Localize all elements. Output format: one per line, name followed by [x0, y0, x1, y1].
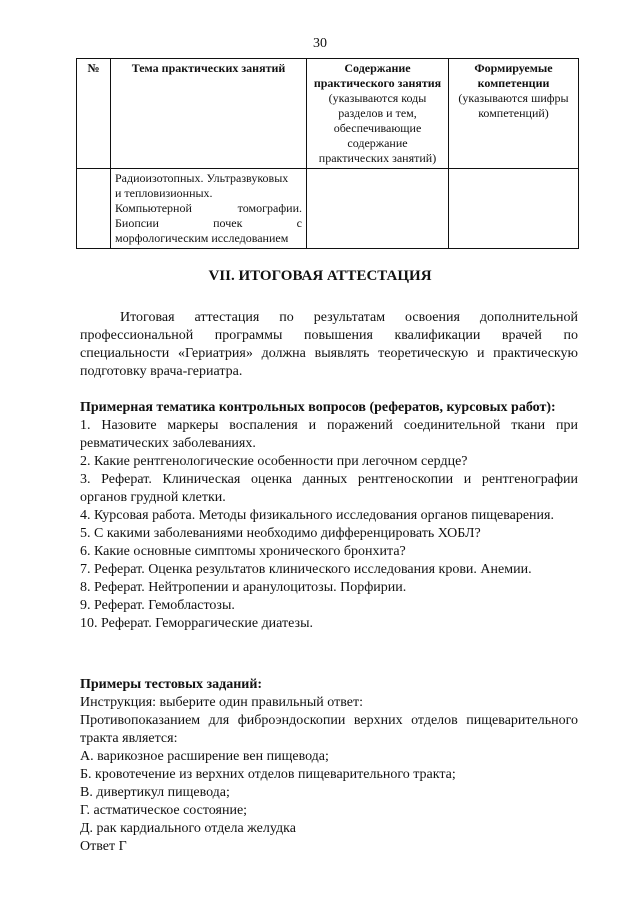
header-competencies-note: (указываются шифры компетенций) — [458, 91, 569, 120]
list-item: 9. Реферат. Гемобластозы. — [80, 598, 235, 613]
practical-lessons-table — [76, 58, 579, 249]
header-competencies — [449, 59, 579, 169]
header-content — [307, 59, 449, 169]
topic-line: Компьютерной томографии. — [115, 201, 302, 215]
tests-heading: Примеры тестовых заданий: — [80, 677, 263, 692]
cell-topic — [111, 169, 307, 249]
topic-line: морфологическим исследованием — [115, 231, 289, 245]
questions-section — [80, 399, 578, 633]
answer-option: А. варикозное расширение вен пищевода; — [80, 749, 329, 764]
list-item: 8. Реферат. Нейтропении и аранулоцитозы. Порфирии. — [80, 580, 407, 595]
list-item: 1. Назовите маркеры воспаления и поражений соединительной ткани при ревматических заболеваниях. — [80, 418, 578, 451]
questions-heading: Примерная тематика контрольных вопросов (рефератов, курсовых работ): — [80, 400, 556, 415]
cell-competencies — [449, 169, 579, 249]
correct-answer: Ответ Г — [80, 839, 127, 854]
tests-instruction: Инструкция: выберите один правильный ответ: — [80, 695, 363, 710]
section-title: VII. ИТОГОВАЯ АТТЕСТАЦИЯ — [208, 268, 432, 284]
tests-section — [80, 676, 578, 856]
list-item: 5. С какими заболеваниями необходимо дифференцировать ХОБЛ? — [80, 526, 481, 541]
table-row — [77, 169, 579, 249]
list-item: 4. Курсовая работа. Методы физикального исследования органов пищеварения. — [80, 508, 554, 523]
cell-content — [307, 169, 449, 249]
header-competencies-title: Формируемые компетенции — [474, 61, 553, 90]
answer-option: Д. рак кардиального отдела желудка — [80, 821, 296, 836]
topic-line: Биопсии почек с — [115, 216, 302, 230]
test-question: Противопоказанием для фиброэндоскопии верхних отделов пищеварительного тракта является: — [80, 713, 578, 746]
answer-option: В. дивертикул пищевода; — [80, 785, 230, 800]
topic-line: Радиоизотопных. Ультразвуковых — [115, 171, 289, 185]
header-content-title: Содержание практического занятия — [313, 61, 442, 90]
answer-option: Б. кровотечение из верхних отделов пищеварительного тракта; — [80, 767, 456, 782]
list-item: 7. Реферат. Оценка результатов клинического исследования крови. Анемии. — [80, 562, 532, 577]
list-item: 3. Реферат. Клиническая оценка данных рентгеноскопии и рентгенографии органов грудной клетки. — [80, 472, 578, 505]
cell-number — [77, 169, 111, 249]
list-item: 10. Реферат. Геморрагические диатезы. — [80, 616, 313, 631]
page-number: 30 — [313, 36, 327, 51]
header-content-note: (указываются коды разделов и тем, обеспечивающие содержание практических занятий) — [318, 91, 437, 165]
intro-paragraph: Итоговая аттестация по результатам освоения дополнительной профессиональной программы повышения квалификации врачей по специальности «Гериатрия» должна выявлять теоретическую и практическую подготовку врача-гериатра. — [80, 310, 578, 379]
list-item: 6. Какие основные симптомы хронического бронхита? — [80, 544, 406, 559]
answer-option: Г. астматическое состояние; — [80, 803, 248, 818]
list-item: 2. Какие рентгенологические особенности при легочном сердце? — [80, 454, 468, 469]
topic-line: и тепловизионных. — [115, 186, 213, 200]
header-topic: Тема практических занятий — [111, 59, 307, 169]
table-header-row — [77, 59, 579, 169]
header-number: № — [77, 59, 111, 169]
